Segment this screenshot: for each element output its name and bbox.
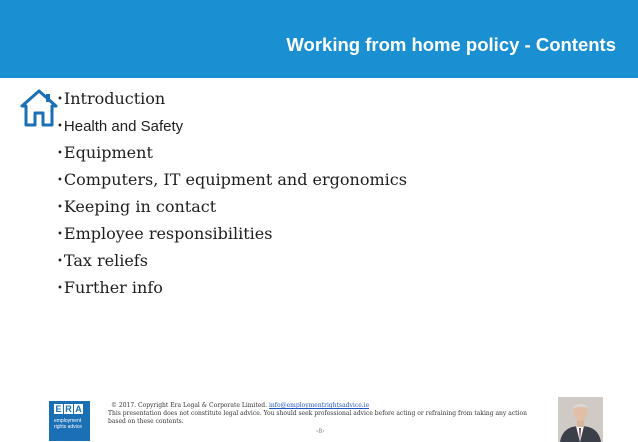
home-icon[interactable] [20,89,58,127]
slide-title: Working from home policy - Contents [286,34,616,55]
presenter-photo [558,397,603,442]
era-logo [49,401,90,441]
disclaimer-line: This presentation does not constitute legal advice. You should seek professional advice before acting or refraining from taking any action [108,410,527,417]
header-bar [0,0,638,78]
toc-item-computers[interactable] [57,169,407,196]
copyright-line [108,402,527,410]
logo-tagline-line: employment [54,418,82,424]
toc-item-further-info[interactable] [57,277,407,304]
bullet: • [57,93,63,105]
bullet: • [57,174,63,186]
copyright: © 2017. Copyright Era Legal & Corporate Limited. [111,402,268,409]
disclaimer-line: based on these contents. [108,418,184,425]
toc-item-label: Computers, IT equipment and ergonomics [63,170,407,189]
toc-item-label: Tax reliefs [63,251,148,270]
toc-item-label: Health and Safety [63,118,184,135]
toc-item-introduction[interactable] [57,88,407,115]
toc-item-keeping-in-contact[interactable] [57,196,407,223]
footer-text [108,402,527,426]
email-link[interactable]: info@employmentrightsadvice.ie [268,402,370,409]
page-number: ‹8› [316,428,325,435]
bullet: • [57,228,63,240]
logo-letter: A [75,404,82,414]
toc-item-label: Keeping in contact [63,197,217,216]
toc-item-health-and-safety[interactable] [57,115,407,142]
bullet: • [57,201,63,213]
logo-letters [54,404,83,414]
toc-item-label: Employee responsibilities [63,224,273,243]
bullet: • [57,255,63,267]
contents-list [57,88,407,304]
toc-item-tax-reliefs[interactable] [57,250,407,277]
toc-item-label: Equipment [63,143,153,162]
toc-item-label: Further info [63,278,163,297]
logo-tagline-line: rights advice [54,424,83,430]
bullet: • [57,282,63,294]
bullet: • [57,147,63,159]
logo-letter: E [55,404,62,414]
logo-tagline [54,418,82,430]
toc-item-equipment[interactable] [57,142,407,169]
logo-letter: R [65,404,72,414]
bullet: • [57,120,63,132]
toc-item-label: Introduction [63,89,166,108]
toc-item-employee-responsibilities[interactable] [57,223,407,250]
